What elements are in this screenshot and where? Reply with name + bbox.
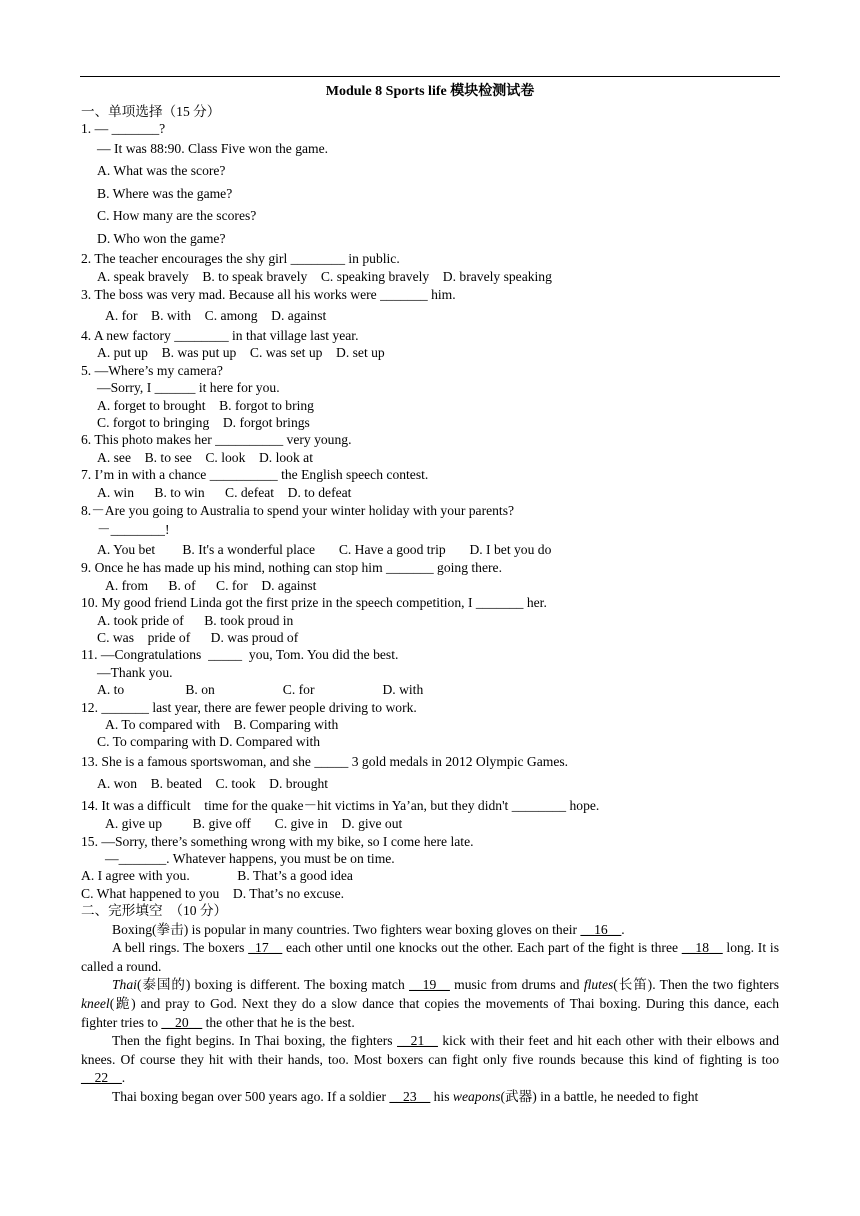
blank-21: __21__ bbox=[397, 1033, 438, 1049]
question-10-stem: 10. My good friend Linda got the first prize in the speech competition, I _______ her. bbox=[81, 595, 547, 611]
passage-text: Boxing(拳击) is popular in many countries. Two fighters wear boxing gloves on their bbox=[112, 921, 581, 937]
question-5-stem: 5. —Where’s my camera? bbox=[81, 362, 223, 378]
question-2-options: A. speak bravely B. to speak bravely C. speaking bravely D. bravely speaking bbox=[97, 268, 552, 284]
section-heading-cloze: 二、完形填空 （10 分） bbox=[81, 903, 228, 919]
page-title: Module 8 Sports life 模块检测试卷 bbox=[325, 84, 535, 99]
question-8-stem: 8.－Are you going to Australia to spend your winter holiday with your parents? bbox=[81, 502, 515, 518]
passage-italic: Thai bbox=[112, 977, 137, 993]
passage-text: kick with their feet and hit each other with their elbows and knees. Of course they hit with their hands, too. Most boxers can fight only five rounds because this kind of fighting is too bbox=[81, 1033, 779, 1067]
passage-text: each other until one knocks out the other. Each part of the fight is three bbox=[282, 940, 682, 956]
question-15-stem: 15. —Sorry, there’s something wrong with my bike, so I come here late. bbox=[81, 833, 474, 849]
passage-text: . bbox=[121, 1070, 126, 1086]
passage-text: long. It is called a round. bbox=[81, 940, 779, 974]
question-5-context: —Sorry, I ______ it here for you. bbox=[97, 380, 280, 396]
question-12-options-ab: A. To compared with B. Comparing with bbox=[105, 716, 339, 732]
passage-paragraph-2 bbox=[81, 939, 779, 976]
question-12-options-cd: C. To comparing with D. Compared with bbox=[97, 734, 321, 750]
question-8-options: A. You bet B. It's a wonderful place C. Have a good trip D. I bet you do bbox=[97, 541, 552, 557]
passage-text: (武器) in a battle, he needed to fight bbox=[500, 1088, 699, 1104]
question-12-stem: 12. _______ last year, there are fewer people driving to work. bbox=[81, 699, 417, 715]
passage-paragraph-3 bbox=[81, 976, 779, 1032]
question-10-options-cd: C. was pride of D. was proud of bbox=[97, 630, 299, 646]
blank-18: __18__ bbox=[681, 940, 723, 956]
question-15-context: —_______. Whatever happens, you must be on time. bbox=[105, 851, 395, 867]
passage-text: music from drums and bbox=[449, 977, 584, 993]
passage-italic: flutes bbox=[583, 977, 614, 993]
passage-text: (长笛). Then the two fighters bbox=[613, 977, 779, 993]
passage-italic: weapons bbox=[452, 1088, 501, 1104]
blank-19: __19__ bbox=[409, 977, 450, 993]
question-8-context: －________! bbox=[97, 522, 170, 538]
question-5-options-cd: C. forgot to bringing D. forgot brings bbox=[97, 415, 310, 431]
passage-text: (跪) and pray to God. Next they do a slow dance that copies the movements of Thai boxing. During this dance, each fighter tries to bbox=[81, 995, 779, 1030]
passage-text: (泰国的) boxing is different. The boxing match bbox=[136, 977, 410, 993]
passage-text: . bbox=[621, 921, 625, 937]
passage-text: Thai boxing began over 500 years ago. If a soldier bbox=[112, 1088, 390, 1104]
blank-22: __22__ bbox=[81, 1070, 122, 1086]
question-3-stem: 3. The boss was very mad. Because all his works were _______ him. bbox=[81, 287, 456, 303]
question-13-stem: 13. She is a famous sportswoman, and she _____ 3 gold medals in 2012 Olympic Games. bbox=[81, 753, 569, 769]
question-10-options-ab: A. took pride of B. took proud in bbox=[97, 612, 294, 628]
question-13-options: A. won B. beated C. took D. brought bbox=[97, 776, 329, 792]
question-1-stem: 1. — _______? bbox=[81, 121, 166, 137]
question-4-stem: 4. A new factory ________ in that village last year. bbox=[81, 328, 359, 344]
question-4-options: A. put up B. was put up C. was set up D. set up bbox=[97, 345, 385, 361]
passage-italic: kneel bbox=[81, 995, 110, 1011]
question-1-option-b: B. Where was the game? bbox=[97, 185, 233, 201]
question-11-stem: 11. —Congratulations _____ you, Tom. You did the best. bbox=[81, 647, 399, 663]
section-heading-choice: 一、单项选择（15 分） bbox=[81, 104, 221, 119]
question-2-stem: 2. The teacher encourages the shy girl ________ in public. bbox=[81, 251, 400, 267]
passage-text: the other that he is the best. bbox=[202, 1014, 355, 1030]
header-rule bbox=[80, 76, 780, 77]
blank-20: __20__ bbox=[161, 1014, 203, 1030]
question-1-option-a: A. What was the score? bbox=[97, 163, 226, 179]
question-3-options: A. for B. with C. among D. against bbox=[105, 307, 327, 323]
passage-text: his bbox=[430, 1088, 453, 1104]
document-page bbox=[81, 82, 779, 1107]
blank-17: _17__ bbox=[248, 940, 283, 956]
question-9-stem: 9. Once he has made up his mind, nothing can stop him _______ going there. bbox=[81, 560, 502, 576]
passage-paragraph-1 bbox=[81, 921, 779, 940]
blank-16: __16__ bbox=[580, 921, 622, 937]
question-11-context: —Thank you. bbox=[97, 664, 173, 680]
question-1-context: — It was 88:90. Class Five won the game. bbox=[97, 140, 329, 156]
question-6-stem: 6. This photo makes her __________ very young. bbox=[81, 432, 352, 448]
blank-23: __23__ bbox=[389, 1088, 431, 1104]
question-14-options: A. give up B. give off C. give in D. give out bbox=[105, 816, 403, 832]
passage-paragraph-4 bbox=[81, 1032, 779, 1088]
passage-text: Then the fight begins. In Thai boxing, the fighters bbox=[112, 1033, 398, 1049]
question-7-stem: 7. I’m in with a chance __________ the English speech contest. bbox=[81, 467, 429, 483]
passage-paragraph-5 bbox=[81, 1088, 779, 1107]
question-15-options-cd: C. What happened to you D. That’s no excuse. bbox=[81, 885, 345, 901]
question-5-options-ab: A. forget to brought B. forgot to bring bbox=[97, 397, 314, 413]
question-15-options-ab: A. I agree with you. B. That’s a good idea bbox=[81, 868, 353, 884]
question-7-options: A. win B. to win C. defeat D. to defeat bbox=[97, 484, 352, 500]
question-1-option-c: C. How many are the scores? bbox=[97, 208, 257, 224]
passage-text: A bell rings. The boxers bbox=[112, 940, 249, 956]
question-11-options: A. to B. on C. for D. with bbox=[97, 682, 424, 698]
question-6-options: A. see B. to see C. look D. look at bbox=[97, 449, 313, 465]
question-14-stem: 14. It was a difficult time for the quake－hit victims in Ya’an, but they didn't ________ hope. bbox=[81, 797, 600, 813]
question-9-options: A. from B. of C. for D. against bbox=[105, 577, 317, 593]
question-1-option-d: D. Who won the game? bbox=[97, 230, 226, 246]
